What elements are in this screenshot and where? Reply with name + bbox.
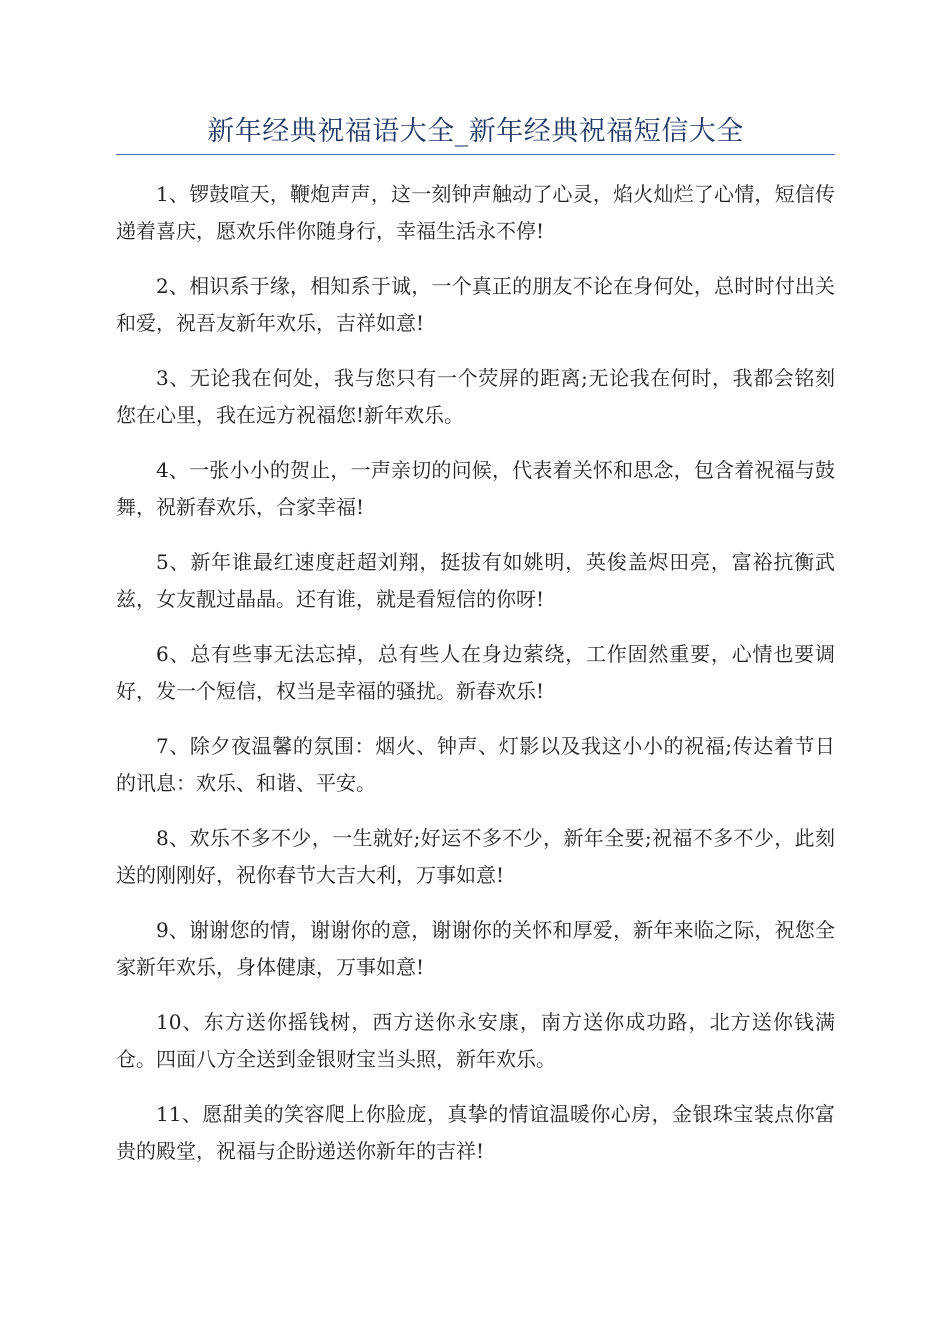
paragraph-3: 3、无论我在何处，我与您只有一个荧屏的距离;无论我在何时，我都会铭刻您在心里，我在远方祝福您!新年欢乐。 xyxy=(116,366,835,427)
page-title: 新年经典祝福语大全_新年经典祝福短信大全 xyxy=(207,116,744,147)
document-body xyxy=(116,176,835,1188)
paragraph-5: 5、新年谁最红速度赶超刘翔，挺拔有如姚明，英俊盖烬田亮，富裕抗衡武兹，女友靓过晶晶。还有谁，就是看短信的你呀! xyxy=(116,550,835,611)
paragraph-7: 7、除夕夜温馨的氛围：烟火、钟声、灯影以及我这小小的祝福;传达着节日的讯息：欢乐、和谐、平安。 xyxy=(116,734,835,795)
paragraph-6: 6、总有些事无法忘掉，总有些人在身边萦绕，工作固然重要，心情也要调好，发一个短信，权当是幸福的骚扰。新春欢乐! xyxy=(116,642,835,703)
paragraph-2: 2、相识系于缘，相知系于诚，一个真正的朋友不论在身何处，总时时付出关和爱，祝吾友新年欢乐，吉祥如意! xyxy=(116,274,835,335)
paragraph-1: 1、锣鼓喧天，鞭炮声声，这一刻钟声触动了心灵，焰火灿烂了心情，短信传递着喜庆，愿欢乐伴你随身行，幸福生活永不停! xyxy=(116,182,835,243)
paragraph-9: 9、谢谢您的情，谢谢你的意，谢谢你的关怀和厚爱，新年来临之际，祝您全家新年欢乐，身体健康，万事如意! xyxy=(116,918,835,979)
title-underline xyxy=(116,154,835,155)
paragraph-11: 11、愿甜美的笑容爬上你脸庞，真挚的情谊温暖你心房，金银珠宝装点你富贵的殿堂，祝福与企盼递送你新年的吉祥! xyxy=(116,1102,835,1163)
paragraph-10: 10、东方送你摇钱树，西方送你永安康，南方送你成功路，北方送你钱满仓。四面八方全送到金银财宝当头照，新年欢乐。 xyxy=(116,1010,835,1071)
paragraph-8: 8、欢乐不多不少，一生就好;好运不多不少，新年全要;祝福不多不少，此刻送的刚刚好，祝你春节大吉大利，万事如意! xyxy=(116,826,835,887)
paragraph-4: 4、一张小小的贺止，一声亲切的问候，代表着关怀和思念，包含着祝福与鼓舞，祝新春欢乐，合家幸福! xyxy=(116,458,835,519)
